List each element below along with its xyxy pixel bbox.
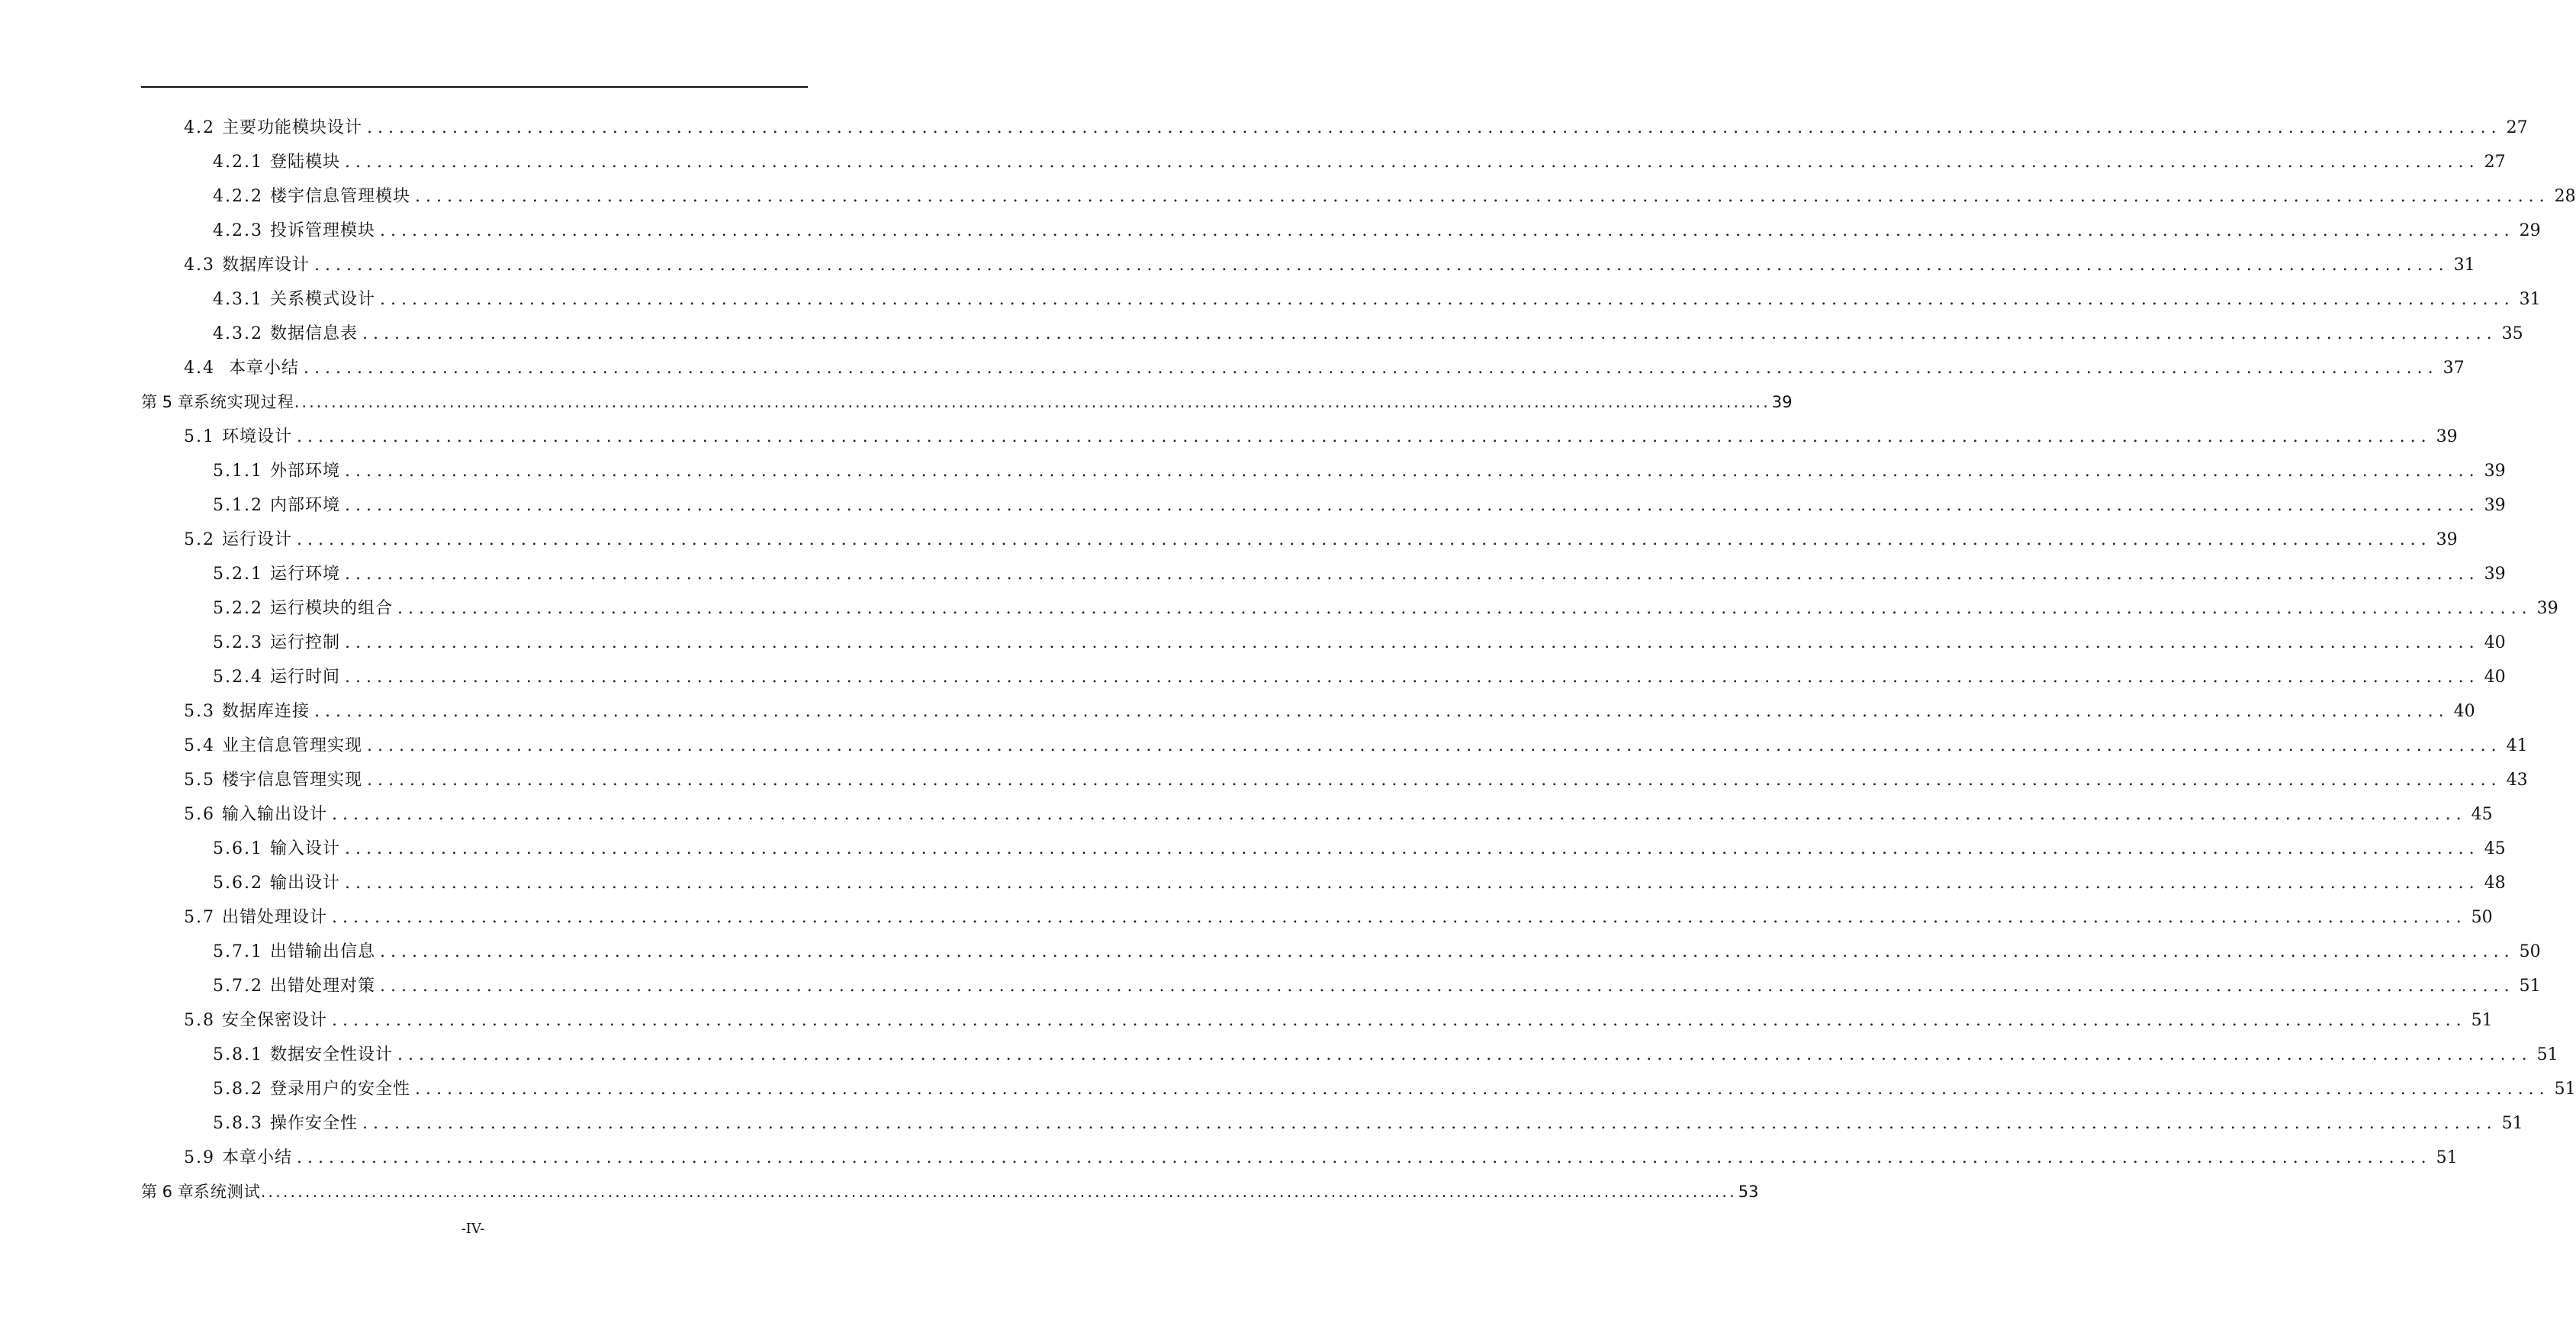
toc-entry-number: 第 6 章 xyxy=(141,1183,194,1201)
toc-entry-title: 数据库设计 xyxy=(221,256,310,275)
toc-entry-page: 39 xyxy=(2484,496,2506,515)
toc-entry-title: 本章小结 xyxy=(221,1148,292,1167)
toc-entry[interactable] xyxy=(141,111,2528,145)
toc-entry-title: 输入设计 xyxy=(269,839,340,858)
dot-leader: ........................................................................................................................................................................................................ xyxy=(304,359,2439,378)
toc-entry-page: 39 xyxy=(2484,565,2506,584)
toc-entry[interactable] xyxy=(141,694,2475,729)
toc-entry[interactable] xyxy=(141,488,2506,523)
toc-entry-page: 31 xyxy=(2453,256,2475,275)
toc-entry-number: 4.4 xyxy=(184,359,229,378)
toc-entry[interactable] xyxy=(141,797,2493,832)
toc-entry-page: 53 xyxy=(1738,1183,1759,1201)
dot-leader: ........................................................................................................................................................................................................ xyxy=(367,771,2502,790)
toc-entry[interactable] xyxy=(141,660,2506,694)
dot-leader: ........................................................................................................................................................................................................ xyxy=(332,805,2467,824)
toc-entry[interactable] xyxy=(141,317,2523,351)
toc-entry-number: 5.8 xyxy=(184,1011,222,1030)
toc-entry-page: 51 xyxy=(2519,977,2541,996)
toc-entry-title: 本章小结 xyxy=(228,359,299,378)
toc-entry-number: 5.6.2 xyxy=(213,874,270,893)
toc-entry-number: 第 5 章 xyxy=(141,393,194,411)
toc-entry-page: 37 xyxy=(2443,359,2465,378)
dot-leader: ........................................................................................................................................................................................................ xyxy=(367,118,2502,137)
toc-entry-number: 5.6 xyxy=(184,805,222,824)
dot-leader: ........................................................................................................................................................................................................ xyxy=(297,1148,2432,1167)
dot-leader: ........................................................................................................................................................................................................ xyxy=(345,874,2480,893)
toc-entry[interactable] xyxy=(141,179,2576,214)
toc-entry-title: 安全保密设计 xyxy=(221,1011,327,1030)
toc-entry-title: 数据信息表 xyxy=(269,324,358,343)
dot-leader: ........................................................................................................................................................................................................ xyxy=(332,1011,2467,1030)
toc-entry[interactable] xyxy=(141,1141,2458,1175)
toc-entry[interactable] xyxy=(141,420,2458,454)
toc-entry[interactable] xyxy=(141,1003,2493,1038)
toc-entry-number: 4.2.2 xyxy=(213,187,270,206)
toc-entry-number: 5.5 xyxy=(184,771,222,790)
toc-entry-number: 5.8.2 xyxy=(213,1080,270,1099)
toc-entry-title: 系统测试 xyxy=(193,1183,261,1201)
toc-entry-number: 4.3.2 xyxy=(213,324,270,343)
page-number-footer: -IV- xyxy=(461,1221,485,1237)
toc-entry-number: 5.3 xyxy=(184,702,222,721)
toc-entry-page: 39 xyxy=(2536,599,2558,618)
toc-entry-page: 40 xyxy=(2453,702,2475,721)
dot-leader: ........................................................................................................................................................................................................ xyxy=(380,290,2515,309)
toc-entry[interactable] xyxy=(141,214,2541,248)
toc-entry-page: 31 xyxy=(2519,290,2541,309)
toc-entry-page: 51 xyxy=(2436,1148,2458,1167)
toc-entry-page: 43 xyxy=(2506,771,2528,790)
toc-entry[interactable] xyxy=(141,248,2475,282)
toc-entry-title: 运行环境 xyxy=(269,565,340,584)
toc-entry-page: 51 xyxy=(2471,1011,2493,1030)
toc-entry-number: 5.2.2 xyxy=(213,599,270,618)
toc-entry-page: 45 xyxy=(2471,805,2493,824)
toc-entry-number: 5.1 xyxy=(184,427,222,446)
dot-leader: ........................................................................................................................................................................................................ xyxy=(397,1045,2533,1064)
toc-entry-number: 5.4 xyxy=(184,736,222,755)
dot-leader: ........................................................................................................................................................................................................ xyxy=(294,393,1770,411)
toc-entry-page: 51 xyxy=(2536,1045,2558,1064)
dot-leader: ........................................................................................................................................................................................................ xyxy=(345,839,2480,858)
toc-entry-number: 5.8.3 xyxy=(213,1114,270,1133)
toc-entry-title: 登录用户的安全性 xyxy=(269,1080,410,1099)
toc-entry[interactable] xyxy=(141,969,2541,1003)
toc-entry[interactable] xyxy=(141,523,2458,557)
table-of-contents xyxy=(141,111,2576,1209)
toc-entry-number: 5.7.2 xyxy=(213,977,270,996)
toc-entry-title: 外部环境 xyxy=(269,462,340,481)
toc-entry-number: 5.7 xyxy=(184,908,222,927)
toc-entry-number: 5.9 xyxy=(184,1148,222,1167)
toc-entry[interactable] xyxy=(141,454,2506,488)
toc-entry[interactable] xyxy=(141,866,2506,900)
toc-entry-title: 出错处理对策 xyxy=(269,977,375,996)
toc-entry[interactable] xyxy=(141,1072,2576,1106)
dot-leader: ........................................................................................................................................................................................................ xyxy=(380,977,2515,996)
toc-entry-page: 41 xyxy=(2506,736,2528,755)
toc-entry[interactable] xyxy=(141,626,2506,660)
dot-leader: ........................................................................................................................................................................................................ xyxy=(367,736,2502,755)
toc-entry[interactable] xyxy=(141,557,2506,591)
toc-entry-page: 39 xyxy=(2484,462,2506,481)
toc-entry-title: 投诉管理模块 xyxy=(269,221,375,240)
toc-entry-title: 出错输出信息 xyxy=(269,942,375,961)
toc-entry[interactable] xyxy=(141,763,2528,797)
toc-entry[interactable] xyxy=(141,282,2541,317)
dot-leader: ........................................................................................................................................................................................................ xyxy=(345,153,2480,172)
toc-entry-title: 数据库连接 xyxy=(221,702,310,721)
toc-entry-number: 4.2 xyxy=(184,118,222,137)
toc-entry-title: 运行时间 xyxy=(269,668,340,687)
toc-entry-number: 5.2.3 xyxy=(213,633,270,652)
toc-entry-number: 4.3.1 xyxy=(213,290,270,309)
toc-entry-title: 主要功能模块设计 xyxy=(221,118,362,137)
toc-entry-number: 4.3 xyxy=(184,256,222,275)
dot-leader: ........................................................................................................................................................................................................ xyxy=(415,187,2550,206)
toc-entry-page: 51 xyxy=(2501,1114,2523,1133)
toc-entry-page: 27 xyxy=(2506,118,2528,137)
toc-entry[interactable] xyxy=(141,145,2506,179)
dot-leader: ........................................................................................................................................................................................................ xyxy=(345,668,2480,687)
toc-entry[interactable] xyxy=(141,935,2541,969)
toc-entry-page: 39 xyxy=(2436,530,2458,549)
toc-entry-page: 40 xyxy=(2484,633,2506,652)
dot-leader: ........................................................................................................................................................................................................ xyxy=(260,1183,1737,1201)
toc-entry-title: 出错处理设计 xyxy=(221,908,327,927)
dot-leader: ........................................................................................................................................................................................................ xyxy=(362,324,2497,343)
toc-entry-page: 35 xyxy=(2501,324,2523,343)
toc-entry[interactable] xyxy=(141,729,2528,763)
toc-entry-number: 4.2.3 xyxy=(213,221,270,240)
toc-entry-page: 39 xyxy=(2436,427,2458,446)
toc-entry-title: 运行设计 xyxy=(221,530,292,549)
toc-entry-title: 业主信息管理实现 xyxy=(221,736,362,755)
toc-entry-page: 29 xyxy=(2519,221,2541,240)
toc-chapter-entry[interactable] xyxy=(141,385,1793,420)
toc-entry[interactable] xyxy=(141,832,2506,866)
toc-entry-number: 5.2.4 xyxy=(213,668,270,687)
toc-entry-number: 5.6.1 xyxy=(213,839,270,858)
toc-entry[interactable] xyxy=(141,351,2465,385)
toc-entry-number: 5.8.1 xyxy=(213,1045,270,1064)
toc-entry-number: 5.1.1 xyxy=(213,462,270,481)
toc-entry-page: 50 xyxy=(2471,908,2493,927)
toc-entry-number: 5.1.2 xyxy=(213,496,270,515)
dot-leader: ........................................................................................................................................................................................................ xyxy=(345,496,2480,515)
toc-entry-page: 39 xyxy=(1771,393,1793,411)
toc-entry-page: 51 xyxy=(2554,1080,2576,1099)
toc-entry-title: 登陆模块 xyxy=(269,153,340,172)
toc-entry-title: 楼宇信息管理模块 xyxy=(269,187,410,206)
toc-entry[interactable] xyxy=(141,900,2493,935)
dot-leader: ........................................................................................................................................................................................................ xyxy=(345,462,2480,481)
toc-entry-page: 27 xyxy=(2484,153,2506,172)
toc-entry-title: 关系模式设计 xyxy=(269,290,375,309)
dot-leader: ........................................................................................................................................................................................................ xyxy=(380,221,2515,240)
toc-entry-page: 50 xyxy=(2519,942,2541,961)
dot-leader: ........................................................................................................................................................................................................ xyxy=(345,633,2480,652)
toc-entry-title: 环境设计 xyxy=(221,427,292,446)
toc-entry-page: 28 xyxy=(2554,187,2576,206)
toc-entry-number: 5.7.1 xyxy=(213,942,270,961)
toc-entry-page: 48 xyxy=(2484,874,2506,893)
toc-entry-title: 输出设计 xyxy=(269,874,340,893)
dot-leader: ........................................................................................................................................................................................................ xyxy=(297,427,2432,446)
dot-leader: ........................................................................................................................................................................................................ xyxy=(380,942,2515,961)
dot-leader: ........................................................................................................................................................................................................ xyxy=(297,530,2432,549)
toc-chapter-entry[interactable] xyxy=(141,1175,1759,1209)
toc-entry-number: 5.2 xyxy=(184,530,222,549)
toc-entry-title: 输入输出设计 xyxy=(221,805,327,824)
toc-entry-title: 操作安全性 xyxy=(269,1114,358,1133)
dot-leader: ........................................................................................................................................................................................................ xyxy=(345,565,2480,584)
header-rule xyxy=(141,86,808,88)
dot-leader: ........................................................................................................................................................................................................ xyxy=(314,256,2449,275)
toc-entry-number: 5.2.1 xyxy=(213,565,270,584)
toc-entry-title: 系统实现过程 xyxy=(193,393,294,411)
dot-leader: ........................................................................................................................................................................................................ xyxy=(362,1114,2497,1133)
toc-entry-page: 45 xyxy=(2484,839,2506,858)
toc-entry-page: 40 xyxy=(2484,668,2506,687)
toc-entry-title: 内部环境 xyxy=(269,496,340,515)
dot-leader: ........................................................................................................................................................................................................ xyxy=(397,599,2533,618)
toc-entry-title: 运行控制 xyxy=(269,633,340,652)
toc-entry-title: 数据安全性设计 xyxy=(269,1045,393,1064)
toc-entry-title: 楼宇信息管理实现 xyxy=(221,771,362,790)
toc-entry-number: 4.2.1 xyxy=(213,153,270,172)
toc-entry[interactable] xyxy=(141,591,2558,626)
toc-entry-title: 运行模块的组合 xyxy=(269,599,393,618)
dot-leader: ........................................................................................................................................................................................................ xyxy=(314,702,2449,721)
dot-leader: ........................................................................................................................................................................................................ xyxy=(332,908,2467,927)
dot-leader: ........................................................................................................................................................................................................ xyxy=(415,1080,2550,1099)
toc-entry[interactable] xyxy=(141,1106,2523,1141)
toc-entry[interactable] xyxy=(141,1038,2558,1072)
